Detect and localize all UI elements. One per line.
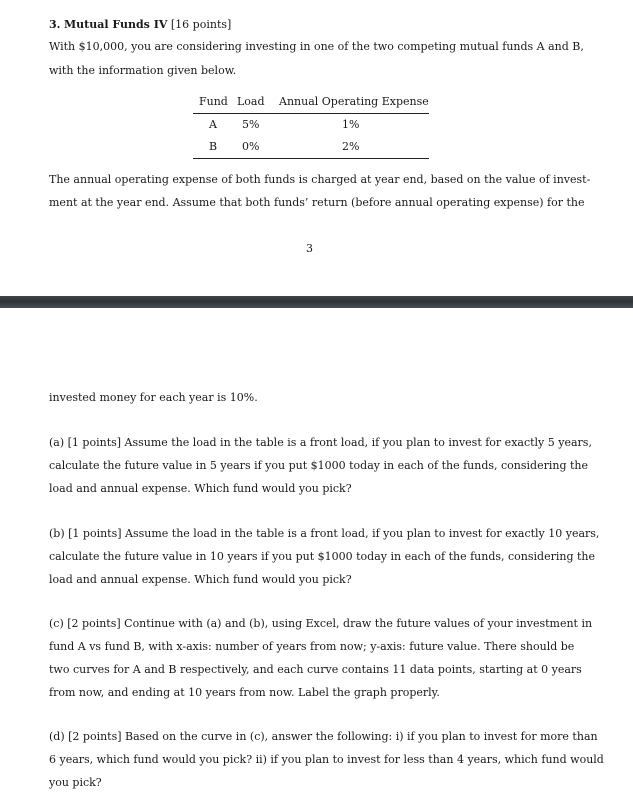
part-a-line: calculate the future value in 5 years if you put $1000 today in each of the funds, considering the — [49, 459, 588, 472]
table-header-expense: Annual Operating Expense — [279, 95, 429, 108]
part-d-line: (d) [2 points] Based on the curve in (c), answer the following: i) if you plan to invest for more than — [49, 730, 598, 743]
intro-line: with the information given below. — [49, 64, 237, 77]
page-number: 3 — [306, 242, 313, 255]
table-cell-expense: 2% — [342, 140, 360, 153]
table-row — [193, 136, 429, 158]
table-cell-fund: A — [209, 118, 217, 131]
fund-table — [193, 91, 429, 159]
intro-line: With $10,000, you are considering investing in one of the two competing mutual funds A and B, — [49, 40, 584, 53]
part-b-line: calculate the future value in 10 years if you put $1000 today in each of the funds, considering the — [49, 550, 595, 563]
part-c-line: (c) [2 points] Continue with (a) and (b), using Excel, draw the future values of your investment in — [49, 617, 593, 630]
part-b-line: (b) [1 points] Assume the load in the table is a front load, if you plan to invest for exactly 10 years, — [49, 527, 600, 540]
table-row — [193, 114, 429, 136]
question-title — [49, 18, 231, 31]
body-line: ment at the year end. Assume that both funds’ return (before annual operating expense) for the — [49, 196, 585, 209]
part-a-line: load and annual expense. Which fund would you pick? — [49, 482, 352, 495]
table-cell-fund: B — [209, 140, 218, 153]
page-top — [0, 0, 633, 296]
table-header-load: Load — [237, 95, 265, 108]
table-cell-load: 0% — [242, 140, 260, 153]
continuation-line: invested money for each year is 10%. — [49, 391, 258, 404]
question-heading: Mutual Funds IV — [63, 18, 168, 31]
body-line: The annual operating expense of both funds is charged at year end, based on the value of invest- — [49, 173, 591, 186]
table-header-fund: Fund — [199, 95, 228, 108]
part-d-line: you pick? — [49, 776, 102, 789]
page-divider — [0, 296, 633, 308]
part-c-line: from now, and ending at 10 years from now. Label the graph properly. — [49, 686, 440, 699]
question-points: [16 points] — [170, 18, 232, 31]
table-header-row — [193, 91, 429, 113]
table-rule — [193, 158, 429, 159]
table-cell-expense: 1% — [342, 118, 360, 131]
part-b-line: load and annual expense. Which fund would you pick? — [49, 573, 352, 586]
part-d-line: 6 years, which fund would you pick? ii) if you plan to invest for less than 4 years, which fund would — [49, 753, 604, 766]
part-c-line: fund A vs fund B, with x-axis: number of years from now; y-axis: future value. There should be — [49, 640, 575, 653]
part-c-line: two curves for A and B respectively, and each curve contains 11 data points, starting at 0 years — [49, 663, 582, 676]
question-number: 3. — [49, 18, 61, 31]
table-cell-load: 5% — [242, 118, 260, 131]
part-a-line: (a) [1 points] Assume the load in the table is a front load, if you plan to invest for exactly 5 years, — [49, 436, 592, 449]
